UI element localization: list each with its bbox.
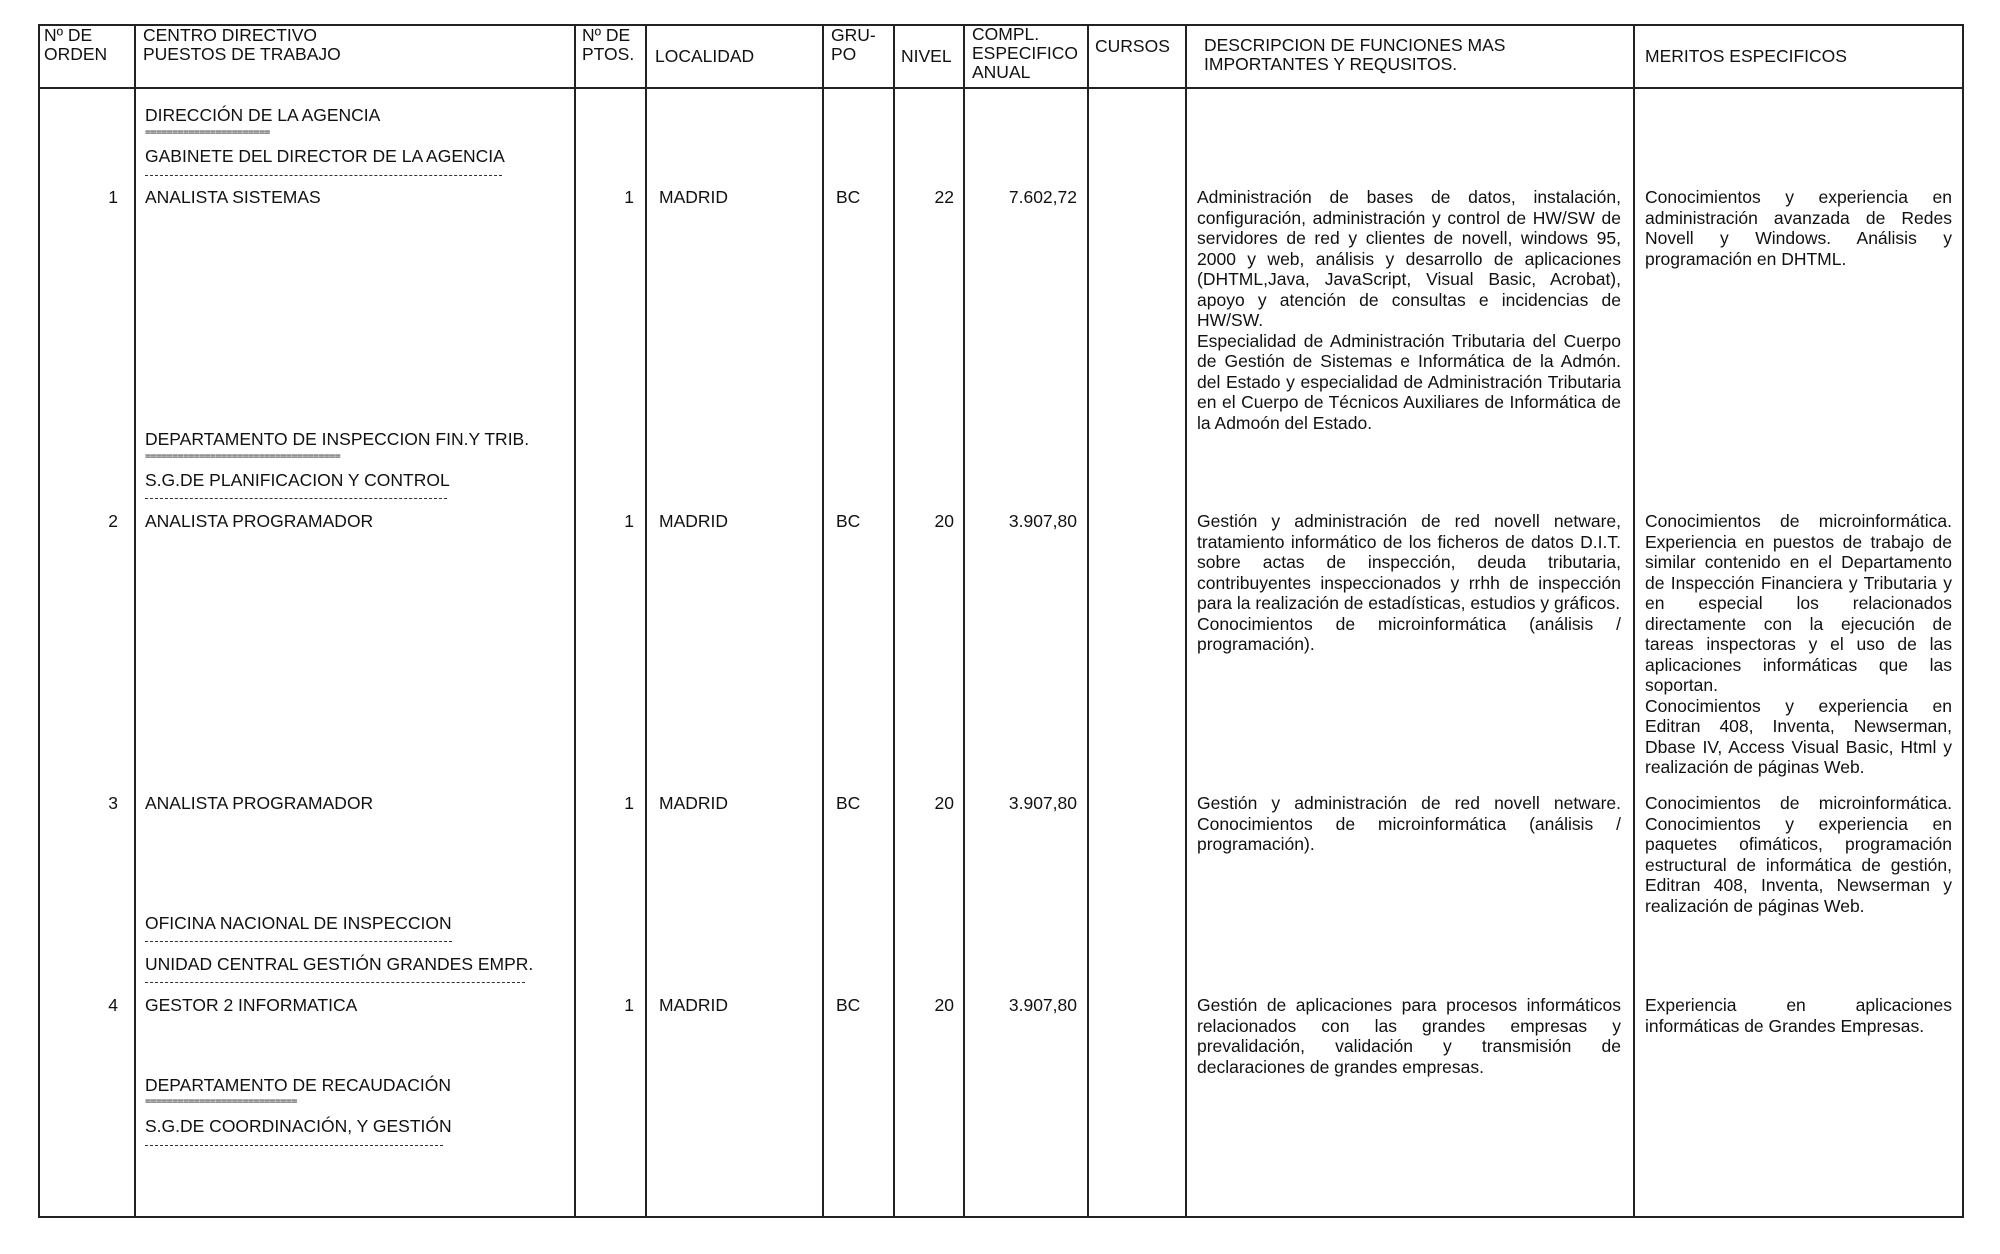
cell-descripcion: Gestión y administración de red novell netware. Conocimientos de microinformática (análisis / programación). [1197, 793, 1621, 854]
cell-nivel: 20 [934, 995, 954, 1015]
cell-ptos: 1 [624, 793, 634, 813]
cell-meritos: Conocimientos y experiencia en administración avanzada de Redes Novell y Windows. Análisis y programación en DHTML. [1645, 187, 1952, 269]
cell-compl: 3.907,80 [1008, 995, 1077, 1015]
cell-localidad: MADRID [659, 187, 729, 207]
cell-puesto: ANALISTA PROGRAMADOR [145, 511, 374, 531]
cell-puesto: ANALISTA SISTEMAS [145, 187, 321, 207]
cell-descripcion: Administración de bases de datos, instalación, configuración, administración y control de HW/SW de servidores de red y clientes de novell, windows 95, 2000 y web, análisis y desarrollo de aplicaciones (DHTML,Java, JavaScript, Visual Basic, Acrobat), apoyo y atención de consultas e incidencias de HW/SW. Especialidad de Administración Tributaria del Cuerpo de Gestión de Sistemas e Informática de la Admón. del Estado y especialidad de Administración Tributaria en el Cuerpo de Técnicos Auxiliares de Informática de la Admoón del Estado. [1197, 187, 1621, 433]
header-grupo: GRU- PO [831, 25, 876, 64]
cell-grupo: BC [836, 995, 861, 1015]
header-cursos: CURSOS [1095, 36, 1170, 56]
section-oficina-nacional: OFICINA NACIONAL DE INSPECCION [145, 913, 452, 933]
cell-localidad: MADRID [659, 511, 729, 531]
cell-ptos: 1 [624, 995, 634, 1015]
underline [145, 498, 447, 499]
header-compl: COMPL. ESPECIFICO ANUAL [972, 24, 1078, 82]
header-nivel: NIVEL [901, 46, 952, 66]
cell-ptos: 1 [624, 511, 634, 531]
cell-nivel: 20 [934, 511, 954, 531]
cell-compl: 7.602,72 [1008, 187, 1077, 207]
underline [145, 941, 452, 942]
header-centro: CENTRO DIRECTIVO PUESTOS DE TRABAJO [143, 25, 341, 64]
col-border [1633, 24, 1635, 1218]
header-descripcion: DESCRIPCION DE FUNCIONES MAS IMPORTANTES Y REQUSITOS. [1204, 35, 1506, 74]
table-bottom-border [38, 1216, 1964, 1218]
cell-descripcion: Gestión y administración de red novell netware, tratamiento informático de los ficheros de datos D.I.T. sobre actas de inspección, deuda tributaria, contribuyentes inspeccionados y rrhh de inspección para la realización de estadísticas, estudios y gráficos. Conocimientos de microinformática (análisis / programación). [1197, 511, 1621, 654]
cell-puesto: ANALISTA PROGRAMADOR [145, 793, 374, 813]
section-sg-planificacion: S.G.DE PLANIFICACION Y CONTROL [145, 470, 450, 490]
cell-puesto: GESTOR 2 INFORMATICA [145, 995, 358, 1015]
cell-orden: 4 [108, 995, 118, 1015]
cell-grupo: BC [836, 511, 861, 531]
underline [145, 175, 502, 176]
col-border [134, 24, 136, 1218]
cell-descripcion: Gestión de aplicaciones para procesos informáticos relacionados con las grandes empresas y prevalidación, validación y transmisión de declaraciones de grandes empresas. [1197, 995, 1621, 1077]
col-border [1185, 24, 1187, 1218]
double-underline: ============================ [145, 1097, 297, 1107]
col-border [822, 24, 824, 1218]
underline [145, 982, 525, 983]
col-border [1087, 24, 1089, 1218]
cell-localidad: MADRID [659, 995, 729, 1015]
cell-nivel: 22 [934, 187, 954, 207]
cell-localidad: MADRID [659, 793, 729, 813]
header-ptos: Nº DE PTOS. [582, 25, 635, 64]
cell-compl: 3.907,80 [1008, 511, 1077, 531]
header-orden: Nº DE ORDEN [44, 25, 108, 64]
underline [145, 1145, 443, 1146]
cell-compl: 3.907,80 [1008, 793, 1077, 813]
cell-grupo: BC [836, 187, 861, 207]
cell-orden: 3 [108, 793, 118, 813]
header-meritos: MERITOS ESPECIFICOS [1645, 46, 1847, 66]
section-direccion-agencia: DIRECCIÓN DE LA AGENCIA [145, 105, 381, 125]
col-border [1962, 24, 1964, 1218]
double-underline: ======================= [145, 128, 270, 138]
cell-orden: 2 [108, 511, 118, 531]
section-gabinete-director: GABINETE DEL DIRECTOR DE LA AGENCIA [145, 146, 505, 166]
cell-meritos: Conocimientos de microinformática. Experiencia en puestos de trabajo de similar contenido en el Departamento de Inspección Financiera y Tributaria y en especial los relacionados directamente con la ejecución de tareas inspectoras y el uso de las aplicaciones informáticas que las soportan. Conocimientos y experiencia en Editran 408, Inventa, Newserman, Dbase IV, Access Visual Basic, Html y realización de páginas Web. [1645, 511, 1952, 777]
cell-ptos: 1 [624, 187, 634, 207]
section-sg-coordinacion: S.G.DE COORDINACIÓN, Y GESTIÓN [145, 1116, 452, 1136]
cell-orden: 1 [108, 187, 118, 207]
section-unidad-central: UNIDAD CENTRAL GESTIÓN GRANDES EMPR. [145, 954, 534, 974]
cell-meritos: Conocimientos de microinformática. Conocimientos y experiencia en paquetes ofimáticos, programación estructural de informática de gestión, Editran 408, Inventa, Newserman y realización de páginas Web. [1645, 793, 1952, 916]
header-bottom-border [38, 87, 1964, 89]
double-underline: ==================================== [145, 452, 341, 462]
cell-meritos: Experiencia en aplicaciones informáticas de Grandes Empresas. [1645, 995, 1952, 1036]
section-departamento-inspeccion: DEPARTAMENTO DE INSPECCION FIN.Y TRIB. [145, 429, 530, 449]
header-localidad: LOCALIDAD [655, 46, 755, 66]
cell-nivel: 20 [934, 793, 954, 813]
col-border [645, 24, 647, 1218]
section-departamento-recaudacion: DEPARTAMENTO DE RECAUDACIÓN [145, 1075, 451, 1095]
cell-grupo: BC [836, 793, 861, 813]
